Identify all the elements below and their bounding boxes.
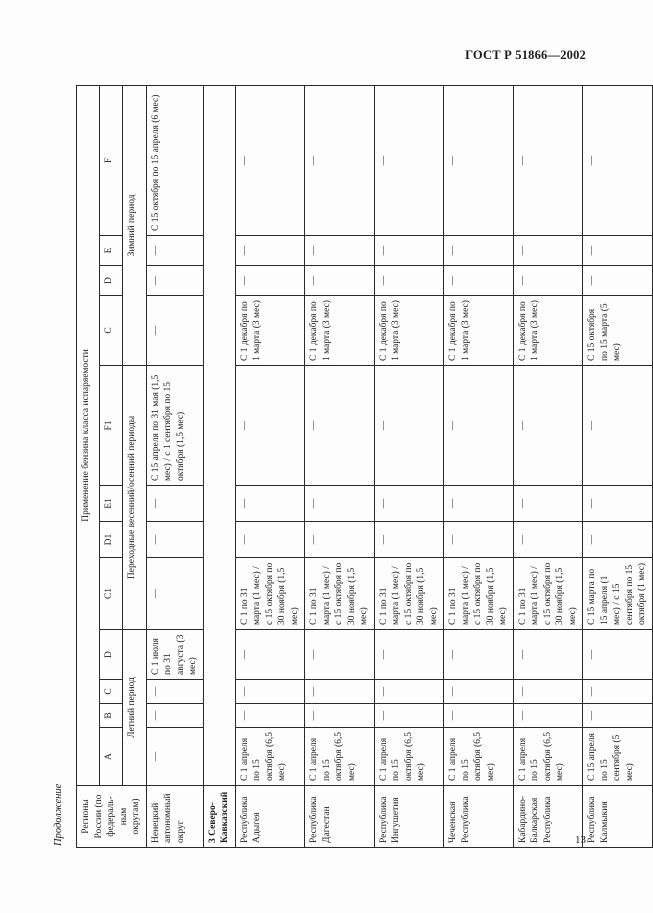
cell-d: С 1 июля по 31 августа (3 мес)	[146, 630, 203, 680]
cell-a: С 1 апреля по 15 октября (6,5 мес)	[374, 728, 444, 786]
table-row	[235, 85, 305, 847]
cell-a: —	[146, 728, 203, 786]
cell-d: —	[374, 630, 444, 680]
cell-f1: —	[444, 366, 514, 486]
table-row	[513, 85, 583, 847]
cell-d1: —	[583, 522, 653, 558]
col-header-c: C	[100, 680, 123, 704]
col-header-f1: F1	[100, 366, 123, 486]
col-header-e1: E1	[100, 486, 123, 522]
rotated-page-area	[44, 86, 647, 848]
cell-b: —	[444, 704, 514, 728]
cell-c1: С 1 по 31 марта (1 мес) / с 15 октября по 30 ноября (1,5 мес)	[305, 558, 375, 630]
cell-f1: —	[374, 366, 444, 486]
col-header-e2: E	[100, 236, 123, 266]
cell-f2: —	[374, 85, 444, 235]
region-header: Регионы России (по федераль-ным округам)	[77, 786, 147, 848]
header-row-3	[123, 85, 146, 847]
cell-e2: —	[305, 236, 375, 266]
cell-f2: С 15 октября по 15 апреля (6 мес)	[146, 85, 203, 235]
cell-c1: С 1 по 31 марта (1 мес) / с 15 октября по 30 ноября (1,5 мес)	[444, 558, 514, 630]
cell-d: —	[444, 630, 514, 680]
cell-e2: —	[235, 236, 305, 266]
region-name: Республика Калмыкия	[583, 786, 653, 848]
period-winter: Зимний период	[123, 85, 146, 365]
section-spacer	[203, 85, 235, 785]
cell-e1: —	[305, 486, 375, 522]
cell-d: —	[513, 630, 583, 680]
cell-f2: —	[513, 85, 583, 235]
col-header-b: B	[100, 704, 123, 728]
cell-e1: —	[583, 486, 653, 522]
cell-a: С 1 апреля по 15 октября (6,5 мес)	[444, 728, 514, 786]
section-row	[203, 85, 235, 847]
col-header-c2: C	[100, 296, 123, 366]
cell-c: —	[305, 680, 375, 704]
cell-f1: —	[235, 366, 305, 486]
cell-c: —	[235, 680, 305, 704]
table-row	[583, 85, 653, 847]
cell-e2: —	[374, 236, 444, 266]
cell-e2: —	[513, 236, 583, 266]
cell-c: —	[374, 680, 444, 704]
cell-d2: —	[513, 266, 583, 296]
section-label: 3 Северо-Кавказский	[203, 786, 235, 848]
cell-c1: —	[146, 558, 203, 630]
cell-f2: —	[444, 85, 514, 235]
cell-c: —	[444, 680, 514, 704]
cell-e1: —	[374, 486, 444, 522]
cell-d2: —	[374, 266, 444, 296]
period-summer: Летний период	[123, 630, 146, 786]
cell-c2: С 1 декабря по 1 марта (3 мес)	[444, 296, 514, 366]
cell-e1: —	[146, 486, 203, 522]
cell-f1: С 15 апреля по 31 мая (1,5 мес) / с 1 сентября по 15 октября (1,5 мес)	[146, 366, 203, 486]
cell-d2: —	[305, 266, 375, 296]
cell-d: —	[235, 630, 305, 680]
cell-a: С 15 апреля по 15 сентября (5 мес)	[583, 728, 653, 786]
cell-e1: —	[513, 486, 583, 522]
cell-d1: —	[235, 522, 305, 558]
cell-c1: С 1 по 31 марта (1 мес) / с 15 октября по 30 ноября (1,5 мес)	[513, 558, 583, 630]
cell-e2: —	[146, 236, 203, 266]
cell-c2: С 1 декабря по 1 марта (3 мес)	[374, 296, 444, 366]
cell-d: —	[305, 630, 375, 680]
col-header-c1: C1	[100, 558, 123, 630]
cell-c2: С 1 декабря по 1 марта (3 мес)	[305, 296, 375, 366]
region-name: Чеченская Республика	[444, 786, 514, 848]
cell-d2: —	[235, 266, 305, 296]
cell-f2: —	[305, 85, 375, 235]
page-number: 13	[575, 834, 586, 846]
cell-e2: —	[583, 236, 653, 266]
cell-d1: —	[374, 522, 444, 558]
col-header-d2: D	[100, 266, 123, 296]
table-row	[444, 85, 514, 847]
cell-d1: —	[444, 522, 514, 558]
cell-c2: С 15 октября по 15 марта (5 мес)	[583, 296, 653, 366]
cell-c1: С 1 по 31 марта (1 мес) / с 15 октября по 30 ноября (1,5 мес)	[374, 558, 444, 630]
cell-f1: —	[583, 366, 653, 486]
table-row	[146, 85, 203, 847]
col-header-d: D	[100, 630, 123, 680]
cell-a: С 1 апреля по 15 октября (6,5 мес)	[235, 728, 305, 786]
cell-d2: —	[146, 266, 203, 296]
region-name: Республика Дагестан	[305, 786, 375, 848]
col-header-a: A	[100, 728, 123, 786]
cell-e2: —	[444, 236, 514, 266]
cell-c2: С 1 декабря по 1 марта (3 мес)	[513, 296, 583, 366]
cell-c2: —	[146, 296, 203, 366]
cell-b: —	[146, 704, 203, 728]
header-row-1	[77, 85, 100, 847]
cell-b: —	[305, 704, 375, 728]
applicability-header: Применение бензина класса испаряемости	[77, 85, 100, 785]
fuel-class-table	[76, 85, 653, 848]
cell-f1: —	[513, 366, 583, 486]
cell-d2: —	[583, 266, 653, 296]
cell-d1: —	[305, 522, 375, 558]
table-row	[374, 85, 444, 847]
cell-b: —	[513, 704, 583, 728]
col-header-f2: F	[100, 85, 123, 235]
region-name: Республика Ингушетия	[374, 786, 444, 848]
cell-c: —	[583, 680, 653, 704]
region-name: Кабардино-Балкарская Республика	[513, 786, 583, 848]
standard-header: ГОСТ Р 51866—2002	[465, 48, 586, 62]
cell-d: —	[583, 630, 653, 680]
cell-c1: С 1 по 31 марта (1 мес) / с 15 октября по 30 ноября (1,5 мес)	[235, 558, 305, 630]
cell-e1: —	[235, 486, 305, 522]
cell-c1: С 15 марта по 15 апреля (1 мес) / с 15 сентября по 15 октября (1 мес)	[583, 558, 653, 630]
cell-d2: —	[444, 266, 514, 296]
header-row-2	[100, 85, 123, 847]
cell-a: С 1 апреля по 15 октября (6,5 мес)	[513, 728, 583, 786]
cell-f1: —	[305, 366, 375, 486]
cell-b: —	[374, 704, 444, 728]
cell-d1: —	[146, 522, 203, 558]
cell-d1: —	[513, 522, 583, 558]
rotated-table-frame	[44, 86, 647, 848]
cell-f2: —	[235, 85, 305, 235]
region-name: Республика Адыгея	[235, 786, 305, 848]
cell-b: —	[235, 704, 305, 728]
cell-a: С 1 апреля по 15 октября (6,5 мес)	[305, 728, 375, 786]
cell-f2: —	[583, 85, 653, 235]
region-name: Ненецкий автономный округ	[146, 786, 203, 848]
col-header-d1: D1	[100, 522, 123, 558]
table-row	[305, 85, 375, 847]
continuation-label: Продолжение	[53, 783, 64, 846]
cell-c2: С 1 декабря по 1 марта (3 мес)	[235, 296, 305, 366]
cell-c: —	[146, 680, 203, 704]
cell-b: —	[583, 704, 653, 728]
period-transitional: Переходные весенний/осенний периоды	[123, 366, 146, 630]
cell-c: —	[513, 680, 583, 704]
cell-e1: —	[444, 486, 514, 522]
